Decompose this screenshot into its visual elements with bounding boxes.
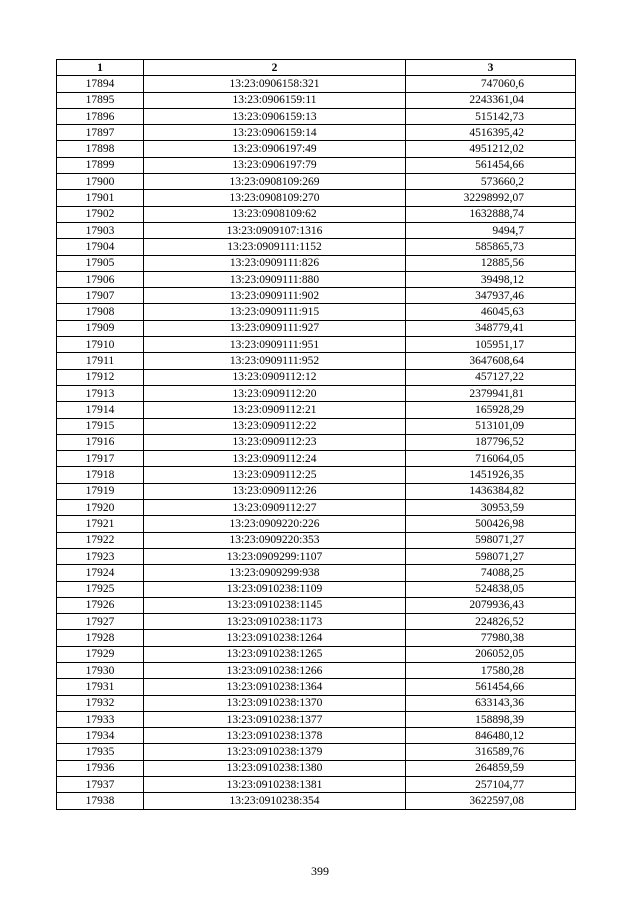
table-row [57, 385, 576, 401]
cadastral-number-cell: 13:23:0910238:1173 [144, 614, 406, 630]
value-cell: 1632888,74 [406, 206, 576, 222]
cadastral-number-cell: 13:23:0910238:1379 [144, 744, 406, 760]
value-cell: 4516395,42 [406, 125, 576, 141]
table-row [57, 304, 576, 320]
value-cell: 747060,6 [406, 76, 576, 92]
cadastral-value-table [56, 59, 576, 810]
row-number-cell: 17911 [57, 353, 144, 369]
cadastral-number-cell: 13:23:0910238:1378 [144, 728, 406, 744]
value-cell: 2079936,43 [406, 597, 576, 613]
value-cell: 1436384,82 [406, 483, 576, 499]
cadastral-number-cell: 13:23:0909112:25 [144, 467, 406, 483]
table-row [57, 630, 576, 646]
cadastral-number-cell: 13:23:0908109:62 [144, 206, 406, 222]
value-cell: 846480,12 [406, 728, 576, 744]
cadastral-number-cell: 13:23:0909112:27 [144, 500, 406, 516]
row-number-cell: 17917 [57, 451, 144, 467]
cadastral-number-cell: 13:23:0910238:1264 [144, 630, 406, 646]
cadastral-number-cell: 13:23:0909111:951 [144, 337, 406, 353]
cadastral-number-cell: 13:23:0909111:902 [144, 288, 406, 304]
cadastral-number-cell: 13:23:0906197:79 [144, 157, 406, 173]
row-number-cell: 17933 [57, 711, 144, 727]
value-cell: 716064,05 [406, 451, 576, 467]
value-cell: 206052,05 [406, 646, 576, 662]
table-row [57, 108, 576, 124]
table-row [57, 777, 576, 793]
value-cell: 2379941,81 [406, 385, 576, 401]
table-row [57, 271, 576, 287]
table-row [57, 190, 576, 206]
row-number-cell: 17931 [57, 679, 144, 695]
cadastral-number-cell: 13:23:0910238:1381 [144, 777, 406, 793]
row-number-cell: 17920 [57, 500, 144, 516]
value-cell: 524838,05 [406, 581, 576, 597]
value-cell: 348779,41 [406, 320, 576, 336]
row-number-cell: 17927 [57, 614, 144, 630]
cadastral-number-cell: 13:23:0909299:938 [144, 565, 406, 581]
value-cell: 1451926,35 [406, 467, 576, 483]
row-number-cell: 17934 [57, 728, 144, 744]
cadastral-number-cell: 13:23:0906159:13 [144, 108, 406, 124]
value-cell: 457127,22 [406, 369, 576, 385]
table-row [57, 402, 576, 418]
value-cell: 187796,52 [406, 434, 576, 450]
value-cell: 573660,2 [406, 174, 576, 190]
row-number-cell: 17895 [57, 92, 144, 108]
cadastral-number-cell: 13:23:0909112:24 [144, 451, 406, 467]
table-row [57, 516, 576, 532]
value-cell: 2243361,04 [406, 92, 576, 108]
row-number-cell: 17924 [57, 565, 144, 581]
value-cell: 39498,12 [406, 271, 576, 287]
table-row [57, 500, 576, 516]
table-row [57, 434, 576, 450]
table-row [57, 760, 576, 776]
row-number-cell: 17910 [57, 337, 144, 353]
value-cell: 316589,76 [406, 744, 576, 760]
value-cell: 9494,7 [406, 222, 576, 238]
cadastral-number-cell: 13:23:0908109:269 [144, 174, 406, 190]
table-row [57, 141, 576, 157]
table-row [57, 532, 576, 548]
row-number-cell: 17935 [57, 744, 144, 760]
cadastral-number-cell: 13:23:0909112:20 [144, 385, 406, 401]
row-number-cell: 17908 [57, 304, 144, 320]
table-row [57, 157, 576, 173]
row-number-cell: 17912 [57, 369, 144, 385]
value-cell: 32298992,07 [406, 190, 576, 206]
table-row [57, 548, 576, 564]
cadastral-number-cell: 13:23:0906159:14 [144, 125, 406, 141]
table-body [57, 76, 576, 809]
table-row [57, 222, 576, 238]
table-row [57, 451, 576, 467]
cadastral-number-cell: 13:23:0906197:49 [144, 141, 406, 157]
cadastral-number-cell: 13:23:0909299:1107 [144, 548, 406, 564]
table-row [57, 565, 576, 581]
value-cell: 3647608,64 [406, 353, 576, 369]
table-header [57, 60, 576, 76]
table-row [57, 728, 576, 744]
value-cell: 585865,73 [406, 239, 576, 255]
value-cell: 12885,56 [406, 255, 576, 271]
cadastral-number-cell: 13:23:0909112:22 [144, 418, 406, 434]
table-row [57, 793, 576, 809]
row-number-cell: 17898 [57, 141, 144, 157]
value-cell: 598071,27 [406, 548, 576, 564]
row-number-cell: 17921 [57, 516, 144, 532]
table-row [57, 76, 576, 92]
row-number-cell: 17907 [57, 288, 144, 304]
value-cell: 633143,36 [406, 695, 576, 711]
cadastral-number-cell: 13:23:0909112:23 [144, 434, 406, 450]
table-row [57, 337, 576, 353]
cadastral-number-cell: 13:23:0909111:1152 [144, 239, 406, 255]
value-cell: 598071,27 [406, 532, 576, 548]
cadastral-number-cell: 13:23:0910238:1364 [144, 679, 406, 695]
value-cell: 224826,52 [406, 614, 576, 630]
table-row [57, 581, 576, 597]
value-cell: 46045,63 [406, 304, 576, 320]
table-row [57, 174, 576, 190]
row-number-cell: 17919 [57, 483, 144, 499]
cadastral-number-cell: 13:23:0909107:1316 [144, 222, 406, 238]
row-number-cell: 17922 [57, 532, 144, 548]
row-number-cell: 17900 [57, 174, 144, 190]
table-row [57, 695, 576, 711]
table-row [57, 679, 576, 695]
table-row [57, 255, 576, 271]
header-row [57, 60, 576, 76]
row-number-cell: 17915 [57, 418, 144, 434]
row-number-cell: 17936 [57, 760, 144, 776]
row-number-cell: 17899 [57, 157, 144, 173]
cadastral-number-cell: 13:23:0910238:1377 [144, 711, 406, 727]
table-row [57, 483, 576, 499]
cadastral-number-cell: 13:23:0908109:270 [144, 190, 406, 206]
value-cell: 158898,39 [406, 711, 576, 727]
row-number-cell: 17909 [57, 320, 144, 336]
row-number-cell: 17903 [57, 222, 144, 238]
row-number-cell: 17925 [57, 581, 144, 597]
cadastral-number-cell: 13:23:0910238:1265 [144, 646, 406, 662]
row-number-cell: 17902 [57, 206, 144, 222]
column-header-3: 3 [406, 60, 576, 76]
cadastral-number-cell: 13:23:0910238:1109 [144, 581, 406, 597]
cadastral-number-cell: 13:23:0906159:11 [144, 92, 406, 108]
cadastral-number-cell: 13:23:0909111:826 [144, 255, 406, 271]
table-row [57, 92, 576, 108]
row-number-cell: 17923 [57, 548, 144, 564]
value-cell: 561454,66 [406, 679, 576, 695]
row-number-cell: 17913 [57, 385, 144, 401]
cadastral-number-cell: 13:23:0909220:353 [144, 532, 406, 548]
table-row [57, 353, 576, 369]
table-row [57, 711, 576, 727]
value-cell: 3622597,08 [406, 793, 576, 809]
table-row [57, 662, 576, 678]
value-cell: 347937,46 [406, 288, 576, 304]
value-cell: 4951212,02 [406, 141, 576, 157]
value-cell: 561454,66 [406, 157, 576, 173]
row-number-cell: 17918 [57, 467, 144, 483]
value-cell: 257104,77 [406, 777, 576, 793]
cadastral-number-cell: 13:23:0909111:880 [144, 271, 406, 287]
table-row [57, 744, 576, 760]
row-number-cell: 17932 [57, 695, 144, 711]
table-row [57, 418, 576, 434]
column-header-2: 2 [144, 60, 406, 76]
cadastral-number-cell: 13:23:0910238:1145 [144, 597, 406, 613]
value-cell: 17580,28 [406, 662, 576, 678]
row-number-cell: 17901 [57, 190, 144, 206]
table-row [57, 288, 576, 304]
cadastral-number-cell: 13:23:0910238:1380 [144, 760, 406, 776]
row-number-cell: 17906 [57, 271, 144, 287]
row-number-cell: 17928 [57, 630, 144, 646]
table-row [57, 320, 576, 336]
cadastral-number-cell: 13:23:0909111:927 [144, 320, 406, 336]
row-number-cell: 17929 [57, 646, 144, 662]
row-number-cell: 17938 [57, 793, 144, 809]
cadastral-number-cell: 13:23:0906158:321 [144, 76, 406, 92]
value-cell: 513101,09 [406, 418, 576, 434]
page-number: 399 [311, 864, 329, 878]
cadastral-number-cell: 13:23:0909111:952 [144, 353, 406, 369]
row-number-cell: 17894 [57, 76, 144, 92]
value-cell: 515142,73 [406, 108, 576, 124]
row-number-cell: 17926 [57, 597, 144, 613]
value-cell: 264859,59 [406, 760, 576, 776]
cadastral-number-cell: 13:23:0909111:915 [144, 304, 406, 320]
row-number-cell: 17904 [57, 239, 144, 255]
row-number-cell: 17905 [57, 255, 144, 271]
row-number-cell: 17914 [57, 402, 144, 418]
table-row [57, 597, 576, 613]
table-row [57, 239, 576, 255]
cadastral-number-cell: 13:23:0909112:12 [144, 369, 406, 385]
table-row [57, 614, 576, 630]
value-cell: 500426,98 [406, 516, 576, 532]
row-number-cell: 17896 [57, 108, 144, 124]
table-row [57, 369, 576, 385]
cadastral-number-cell: 13:23:0910238:354 [144, 793, 406, 809]
value-cell: 77980,38 [406, 630, 576, 646]
cadastral-number-cell: 13:23:0910238:1370 [144, 695, 406, 711]
row-number-cell: 17930 [57, 662, 144, 678]
value-cell: 74088,25 [406, 565, 576, 581]
table-row [57, 206, 576, 222]
row-number-cell: 17937 [57, 777, 144, 793]
cadastral-number-cell: 13:23:0909112:26 [144, 483, 406, 499]
row-number-cell: 17897 [57, 125, 144, 141]
cadastral-number-cell: 13:23:0909220:226 [144, 516, 406, 532]
table-row [57, 125, 576, 141]
column-header-1: 1 [57, 60, 144, 76]
table-row [57, 467, 576, 483]
cadastral-number-cell: 13:23:0909112:21 [144, 402, 406, 418]
row-number-cell: 17916 [57, 434, 144, 450]
table-row [57, 646, 576, 662]
value-cell: 105951,17 [406, 337, 576, 353]
value-cell: 30953,59 [406, 500, 576, 516]
value-cell: 165928,29 [406, 402, 576, 418]
cadastral-number-cell: 13:23:0910238:1266 [144, 662, 406, 678]
